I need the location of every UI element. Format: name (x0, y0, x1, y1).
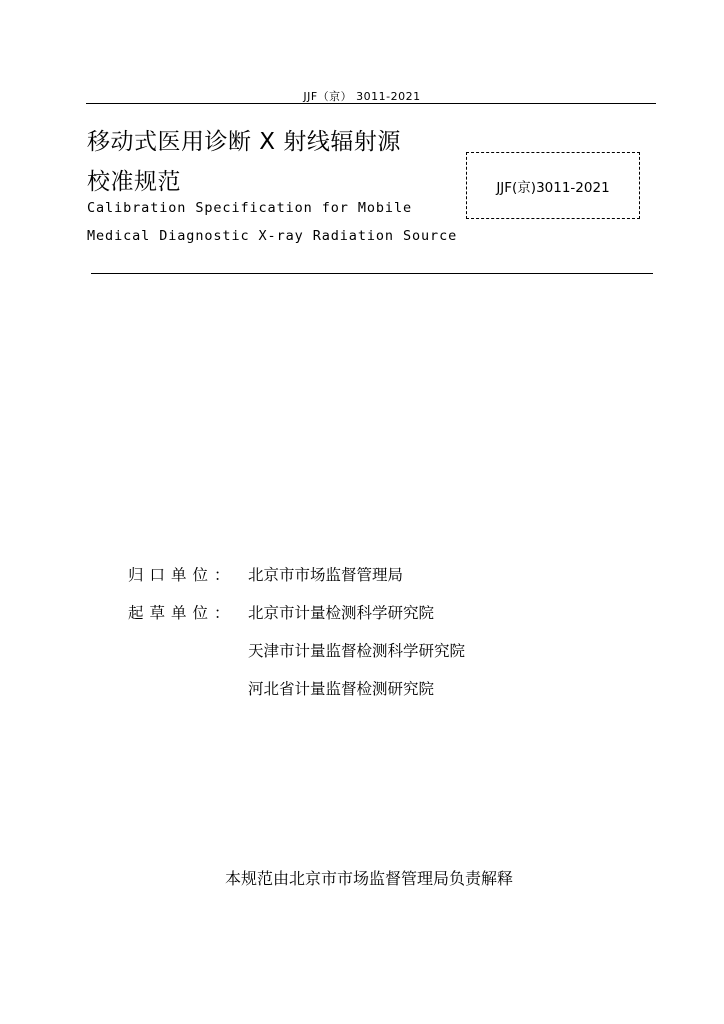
header-code: JJF（京） 3011-2021 (303, 90, 421, 103)
title-en-line1: Calibration Specification for Mobile (87, 200, 412, 216)
title-en-line2: Medical Diagnostic X-ray Radiation Source (87, 228, 458, 244)
drafting-org-value-1: 北京市计量检测科学研究院 (248, 604, 435, 622)
title-zh-line2: 校准规范 (87, 169, 181, 195)
responsible-org-label: 归口单位： (128, 566, 236, 584)
drafting-org-value-3: 河北省计量监督检测研究院 (248, 680, 435, 698)
title-zh-line1: 移动式医用诊断 X 射线辐射源 (87, 129, 401, 155)
code-box-text: JJF(京)3011-2021 (496, 179, 610, 196)
main-rule (91, 273, 653, 274)
drafting-org-value-2: 天津市计量监督检测科学研究院 (248, 642, 466, 660)
code-box (466, 152, 640, 219)
responsible-org-value: 北京市市场监督管理局 (248, 566, 404, 584)
drafting-org-label: 起草单位： (128, 604, 236, 622)
header-rule (86, 103, 656, 104)
footer-note: 本规范由北京市市场监督管理局负责解释 (224, 869, 513, 888)
